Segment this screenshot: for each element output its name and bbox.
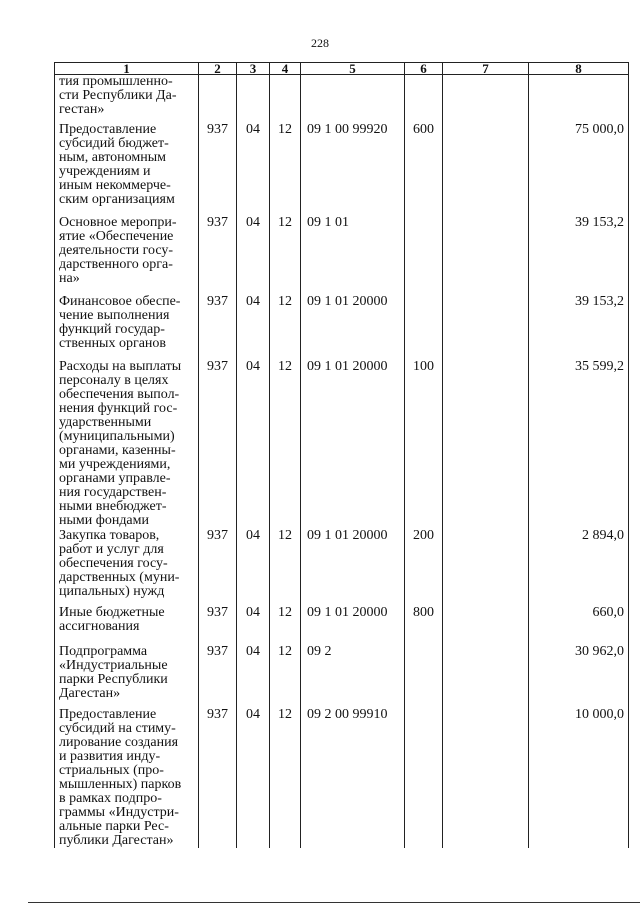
cell-column-7 — [443, 123, 529, 216]
cell-expense-type — [405, 708, 443, 848]
table-row — [55, 123, 629, 216]
cell-subsection: 12 — [270, 529, 301, 606]
cell-amount: 30 962,0 — [529, 645, 629, 708]
description-line: иным некоммерче- — [59, 177, 171, 193]
cell-description — [55, 295, 199, 360]
description-line: ципальных) нужд — [59, 583, 165, 599]
cell-ministry-code — [199, 75, 237, 123]
cell-section: 04 — [237, 123, 270, 216]
description-line: ятие «Обеспечение — [59, 228, 174, 244]
description-line: органами, казенны- — [59, 442, 176, 458]
cell-description — [55, 606, 199, 645]
table-row — [55, 75, 629, 123]
cell-ministry-code: 937 — [199, 606, 237, 645]
description-line: учреждениям и — [59, 163, 151, 179]
cell-description — [55, 529, 199, 606]
description-line: Предоставление — [59, 706, 157, 722]
description-line: публики Дагестан» — [59, 832, 174, 848]
table-row — [55, 645, 629, 708]
description-line: сти Республики Да- — [59, 88, 177, 103]
cell-expense-type: 600 — [405, 123, 443, 216]
cell-column-7 — [443, 295, 529, 360]
cell-target-article: 09 1 01 20000 — [301, 360, 405, 529]
cell-amount — [529, 75, 629, 123]
table-row — [55, 529, 629, 606]
cell-amount: 35 599,2 — [529, 360, 629, 529]
description-line: мышленных) парков — [59, 776, 182, 792]
table-body — [55, 75, 629, 848]
description-line: обеспечения выпол- — [59, 386, 180, 402]
description-line: Дагестан» — [59, 685, 121, 701]
cell-target-article: 09 1 01 20000 — [301, 529, 405, 606]
cell-expense-type — [405, 645, 443, 708]
description-line: (муниципальными) — [59, 428, 175, 444]
description-line: в рамках подпро- — [59, 790, 162, 806]
column-header: 6 — [405, 63, 443, 75]
cell-expense-type: 100 — [405, 360, 443, 529]
column-header: 5 — [301, 63, 405, 75]
description-line: Закупка товаров, — [59, 527, 160, 543]
description-line: функций государ- — [59, 321, 165, 337]
table-header-row — [55, 63, 629, 75]
cell-description — [55, 216, 199, 295]
description-line: ассигнования — [59, 618, 140, 634]
budget-table — [54, 62, 629, 848]
cell-target-article: 09 2 — [301, 645, 405, 708]
cell-amount: 660,0 — [529, 606, 629, 645]
cell-target-article: 09 1 00 99920 — [301, 123, 405, 216]
cell-expense-type: 200 — [405, 529, 443, 606]
cell-description — [55, 708, 199, 848]
description-line: субсидий на стиму- — [59, 720, 176, 736]
description-line: на» — [59, 270, 80, 286]
description-line: работ и услуг для — [59, 541, 164, 557]
cell-column-7 — [443, 529, 529, 606]
cell-section: 04 — [237, 360, 270, 529]
table-row — [55, 216, 629, 295]
cell-column-7 — [443, 75, 529, 123]
table-row — [55, 360, 629, 529]
column-header: 4 — [270, 63, 301, 75]
description-line: Расходы на выплаты — [59, 358, 182, 374]
cell-section: 04 — [237, 216, 270, 295]
description-line: персоналу в целях — [59, 372, 169, 388]
cell-expense-type: 800 — [405, 606, 443, 645]
cell-amount: 75 000,0 — [529, 123, 629, 216]
cell-subsection: 12 — [270, 295, 301, 360]
cell-ministry-code: 937 — [199, 708, 237, 848]
description-line: Подпрограмма — [59, 643, 148, 659]
description-line: ми учреждениями, — [59, 456, 171, 472]
description-line: Финансовое обеспе- — [59, 293, 181, 309]
description-line: органами управле- — [59, 470, 171, 486]
cell-ministry-code: 937 — [199, 529, 237, 606]
description-line: ными фондами — [59, 512, 150, 528]
cell-target-article: 09 1 01 20000 — [301, 295, 405, 360]
description-line: деятельности госу- — [59, 242, 174, 258]
cell-ministry-code: 937 — [199, 360, 237, 529]
cell-column-7 — [443, 708, 529, 848]
cell-column-7 — [443, 216, 529, 295]
description-line: ния государствен- — [59, 484, 167, 500]
description-line: «Индустриальные — [59, 657, 168, 673]
description-line: ударственными — [59, 414, 152, 430]
cell-ministry-code: 937 — [199, 295, 237, 360]
cell-subsection: 12 — [270, 360, 301, 529]
column-header: 7 — [443, 63, 529, 75]
cell-expense-type — [405, 75, 443, 123]
column-header: 3 — [237, 63, 270, 75]
column-header: 8 — [529, 63, 629, 75]
description-line: парки Республики — [59, 671, 168, 687]
cell-column-7 — [443, 645, 529, 708]
description-line: ным, автономным — [59, 149, 167, 165]
cell-column-7 — [443, 360, 529, 529]
cell-subsection — [270, 75, 301, 123]
cell-section: 04 — [237, 606, 270, 645]
cell-target-article: 09 2 00 99910 — [301, 708, 405, 848]
description-line: Иные бюджетные — [59, 604, 165, 620]
cell-amount: 39 153,2 — [529, 295, 629, 360]
cell-subsection: 12 — [270, 216, 301, 295]
page-bottom-rule — [28, 902, 640, 903]
cell-subsection: 12 — [270, 123, 301, 216]
table-row — [55, 295, 629, 360]
description-line: гестан» — [59, 102, 105, 117]
cell-amount: 10 000,0 — [529, 708, 629, 848]
description-line: дарственных (муни- — [59, 569, 180, 585]
description-line: альные парки Рес- — [59, 818, 169, 834]
description-line: Предоставление — [59, 121, 157, 137]
description-line: тия промышленно- — [59, 74, 173, 89]
cell-ministry-code: 937 — [199, 645, 237, 708]
column-header: 1 — [55, 63, 199, 75]
description-line: и развития инду- — [59, 748, 161, 764]
cell-ministry-code: 937 — [199, 216, 237, 295]
cell-subsection: 12 — [270, 645, 301, 708]
description-line: субсидий бюджет- — [59, 135, 169, 151]
page-number: 228 — [311, 36, 329, 50]
cell-subsection: 12 — [270, 606, 301, 645]
cell-section: 04 — [237, 529, 270, 606]
column-header: 2 — [199, 63, 237, 75]
description-line: стриальных (про- — [59, 762, 164, 778]
table-row — [55, 606, 629, 645]
cell-target-article — [301, 75, 405, 123]
cell-description — [55, 645, 199, 708]
cell-target-article: 09 1 01 20000 — [301, 606, 405, 645]
description-line: чение выполнения — [59, 307, 170, 323]
cell-section: 04 — [237, 645, 270, 708]
description-line: Основное меропри- — [59, 214, 177, 230]
description-line: ственных органов — [59, 335, 167, 351]
description-line: граммы «Индустри- — [59, 804, 179, 820]
cell-expense-type — [405, 295, 443, 360]
cell-section: 04 — [237, 708, 270, 848]
cell-description — [55, 123, 199, 216]
description-line: лирование создания — [59, 734, 179, 750]
description-line: ными внебюджет- — [59, 498, 167, 514]
cell-ministry-code: 937 — [199, 123, 237, 216]
cell-description — [55, 360, 199, 529]
cell-section — [237, 75, 270, 123]
cell-column-7 — [443, 606, 529, 645]
description-line: дарственного орга- — [59, 256, 173, 272]
cell-target-article: 09 1 01 — [301, 216, 405, 295]
cell-expense-type — [405, 216, 443, 295]
description-line: обеспечения госу- — [59, 555, 168, 571]
description-line: нения функций гос- — [59, 400, 178, 416]
cell-amount: 2 894,0 — [529, 529, 629, 606]
description-line: ским организациям — [59, 191, 175, 207]
cell-description — [55, 75, 199, 123]
table-row — [55, 708, 629, 848]
cell-subsection: 12 — [270, 708, 301, 848]
cell-amount: 39 153,2 — [529, 216, 629, 295]
cell-section: 04 — [237, 295, 270, 360]
